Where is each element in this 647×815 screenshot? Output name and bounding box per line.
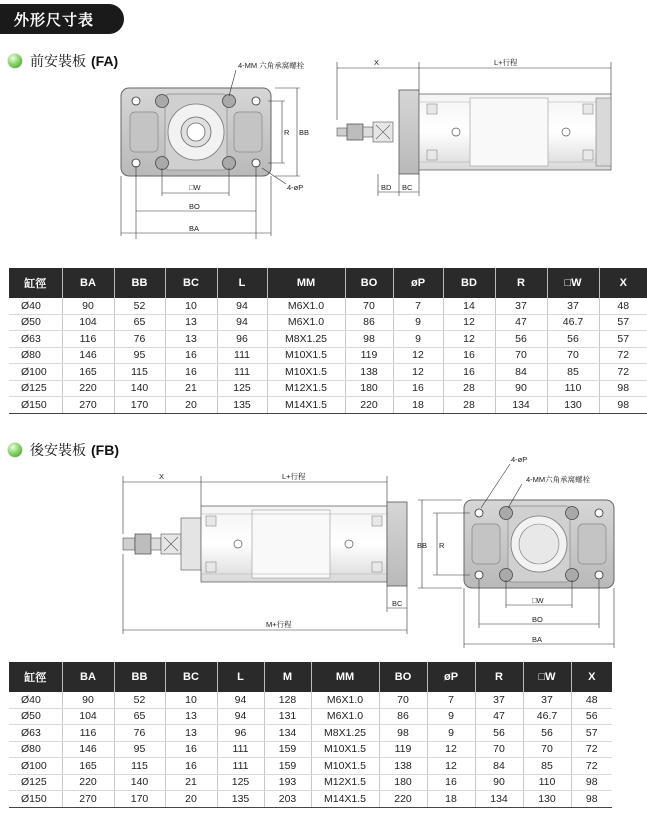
fa-x-label: X [374, 58, 380, 67]
fa-col-header: BC [165, 268, 217, 298]
table-row [9, 314, 647, 331]
table-cell: 128 [264, 692, 311, 708]
table-row [9, 708, 612, 725]
table-cell: 193 [264, 774, 311, 791]
table-cell: M10X1.5 [311, 741, 379, 758]
table-cell: M6X1.0 [267, 314, 345, 331]
table-cell: 138 [379, 758, 427, 775]
fb-col-header: BC [165, 662, 217, 692]
fa-table-header [9, 268, 647, 298]
fb-side-view [123, 502, 407, 586]
table-row [9, 692, 612, 708]
table-cell: 134 [264, 725, 311, 742]
table-cell: 134 [475, 791, 523, 808]
table-cell: 180 [379, 774, 427, 791]
table-cell: 111 [217, 758, 264, 775]
table-cell: 13 [165, 708, 217, 725]
fb-ba-label: BA [532, 635, 543, 644]
table-cell: 96 [217, 725, 264, 742]
table-cell: 96 [217, 331, 267, 348]
fa-front-plate [121, 88, 271, 176]
table-cell: 18 [427, 791, 475, 808]
table-cell: 98 [345, 331, 393, 348]
fa-col-header: BD [443, 268, 495, 298]
fb-spec-table [9, 662, 612, 808]
table-cell: 119 [345, 347, 393, 364]
table-cell: 180 [345, 380, 393, 397]
fb-col-header: □W [523, 662, 571, 692]
table-cell: 159 [264, 741, 311, 758]
table-row [9, 741, 612, 758]
fa-col-header: BB [114, 268, 165, 298]
table-cell: 16 [165, 364, 217, 381]
table-cell: 270 [62, 791, 114, 808]
table-cell: 98 [571, 791, 612, 808]
table-cell: 115 [114, 758, 165, 775]
fa-hole-label: 4-øP [287, 183, 304, 192]
table-cell: 7 [427, 692, 475, 708]
section-fb-name: 後安裝板 [30, 442, 86, 458]
table-cell: 70 [547, 347, 599, 364]
table-cell: 135 [217, 791, 264, 808]
fb-screw-label: 4-MM六角承窩螺栓 [526, 475, 591, 484]
table-cell: 52 [114, 298, 165, 314]
table-cell: 56 [475, 725, 523, 742]
table-row [9, 774, 612, 791]
table-cell: 12 [443, 331, 495, 348]
table-cell: 140 [114, 380, 165, 397]
fb-col-header: L [217, 662, 264, 692]
table-cell: Ø63 [9, 725, 62, 742]
table-cell: 90 [62, 692, 114, 708]
fa-w-label: □W [189, 183, 201, 192]
table-cell: 140 [114, 774, 165, 791]
table-cell: 70 [495, 347, 547, 364]
table-cell: 13 [165, 331, 217, 348]
fa-bo-label: BO [189, 202, 200, 211]
table-cell: 52 [114, 692, 165, 708]
fb-x-label: X [159, 472, 165, 481]
table-cell: 220 [62, 774, 114, 791]
table-cell: M10X1.5 [267, 347, 345, 364]
table-cell: 111 [217, 741, 264, 758]
fa-bb-label: BB [299, 128, 310, 137]
table-cell: 20 [165, 791, 217, 808]
fa-col-header: MM [267, 268, 345, 298]
table-cell: 21 [165, 774, 217, 791]
table-cell: 16 [443, 347, 495, 364]
table-cell: Ø50 [9, 708, 62, 725]
table-cell: 98 [571, 774, 612, 791]
table-cell: 37 [495, 298, 547, 314]
table-cell: 111 [217, 347, 267, 364]
table-cell: 72 [599, 347, 647, 364]
table-cell: 98 [379, 725, 427, 742]
table-row [9, 380, 647, 397]
table-cell: 94 [217, 314, 267, 331]
table-cell: 12 [427, 758, 475, 775]
table-cell: 16 [165, 741, 217, 758]
table-cell: Ø125 [9, 380, 62, 397]
fa-side-view [337, 90, 611, 174]
fb-stroke-label: L+行程 [282, 472, 306, 481]
table-cell: 85 [523, 758, 571, 775]
fb-rear-plate [464, 500, 614, 588]
table-cell: 94 [217, 692, 264, 708]
table-cell: 125 [217, 774, 264, 791]
fb-bb-label: BB [417, 541, 428, 550]
table-cell: 12 [393, 347, 443, 364]
table-cell: M12X1.5 [267, 380, 345, 397]
table-cell: 165 [62, 758, 114, 775]
table-cell: 12 [443, 314, 495, 331]
table-cell: 72 [599, 364, 647, 381]
table-row [9, 725, 612, 742]
table-cell: 116 [62, 331, 114, 348]
table-cell: 170 [114, 397, 165, 414]
table-cell: 72 [571, 741, 612, 758]
table-cell: 37 [523, 692, 571, 708]
table-cell: 86 [379, 708, 427, 725]
table-cell: 84 [475, 758, 523, 775]
table-cell: 47 [475, 708, 523, 725]
table-cell: 47 [495, 314, 547, 331]
fa-col-header: BO [345, 268, 393, 298]
table-cell: 170 [114, 791, 165, 808]
table-cell: 21 [165, 380, 217, 397]
table-cell: 76 [114, 331, 165, 348]
table-cell: 134 [495, 397, 547, 414]
table-cell: 125 [217, 380, 267, 397]
table-cell: M8X1.25 [311, 725, 379, 742]
table-cell: 95 [114, 347, 165, 364]
table-cell: 28 [443, 380, 495, 397]
table-cell: 12 [393, 364, 443, 381]
fa-bc-label: BC [402, 183, 413, 192]
section-fa-code: (FA) [91, 53, 119, 69]
table-cell: 220 [379, 791, 427, 808]
table-cell: 7 [393, 298, 443, 314]
fb-col-header: BB [114, 662, 165, 692]
table-cell: 220 [345, 397, 393, 414]
table-cell: 48 [571, 692, 612, 708]
table-cell: 115 [114, 364, 165, 381]
table-cell: 84 [495, 364, 547, 381]
table-cell: 65 [114, 708, 165, 725]
table-cell: M10X1.5 [311, 758, 379, 775]
table-cell: 111 [217, 364, 267, 381]
table-cell: M14X1.5 [267, 397, 345, 414]
table-cell: 46.7 [523, 708, 571, 725]
table-cell: 13 [165, 314, 217, 331]
table-cell: 138 [345, 364, 393, 381]
table-cell: 76 [114, 725, 165, 742]
table-cell: 90 [62, 298, 114, 314]
table-cell: 98 [599, 380, 647, 397]
fa-col-header: R [495, 268, 547, 298]
table-cell: 48 [599, 298, 647, 314]
table-row [9, 298, 647, 314]
table-cell: 146 [62, 741, 114, 758]
table-cell: 16 [165, 758, 217, 775]
table-cell: 16 [443, 364, 495, 381]
table-cell: 90 [495, 380, 547, 397]
fb-table-header [9, 662, 612, 692]
table-cell: 20 [165, 397, 217, 414]
table-cell: Ø150 [9, 397, 62, 414]
table-cell: 56 [571, 708, 612, 725]
table-cell: 146 [62, 347, 114, 364]
table-cell: 57 [599, 331, 647, 348]
table-cell: Ø80 [9, 741, 62, 758]
fb-col-header: R [475, 662, 523, 692]
table-cell: M6X1.0 [311, 708, 379, 725]
fb-col-header: BO [379, 662, 427, 692]
table-cell: 46.7 [547, 314, 599, 331]
table-cell: 57 [571, 725, 612, 742]
fb-hole-label: 4-øP [511, 455, 528, 464]
fa-screw-label: 4-MM 六角承窩螺栓 [238, 61, 305, 70]
table-cell: 70 [379, 692, 427, 708]
table-cell: M10X1.5 [267, 364, 345, 381]
table-cell: M12X1.5 [311, 774, 379, 791]
section-fb-code: (FB) [91, 442, 119, 458]
table-row [9, 347, 647, 364]
table-cell: 70 [523, 741, 571, 758]
fb-drawing [0, 450, 620, 650]
table-cell: 203 [264, 791, 311, 808]
table-cell: 116 [62, 725, 114, 742]
table-cell: 110 [523, 774, 571, 791]
fa-col-header: L [217, 268, 267, 298]
table-cell: Ø100 [9, 758, 62, 775]
table-cell: 86 [345, 314, 393, 331]
fb-w-label: □W [532, 596, 544, 605]
fb-col-header: BA [62, 662, 114, 692]
page-header [0, 4, 124, 34]
table-cell: Ø150 [9, 791, 62, 808]
fb-col-header: øP [427, 662, 475, 692]
table-cell: Ø80 [9, 347, 62, 364]
table-cell: M14X1.5 [311, 791, 379, 808]
fa-col-header: 缸徑 [9, 268, 62, 298]
fb-col-header: M [264, 662, 311, 692]
table-row [9, 364, 647, 381]
table-cell: 28 [443, 397, 495, 414]
table-cell: 98 [599, 397, 647, 414]
table-cell: Ø100 [9, 364, 62, 381]
table-cell: Ø50 [9, 314, 62, 331]
fa-stroke-label: L+行程 [494, 58, 518, 67]
table-cell: 70 [345, 298, 393, 314]
table-cell: 16 [393, 380, 443, 397]
table-cell: 135 [217, 397, 267, 414]
table-cell: 37 [475, 692, 523, 708]
table-cell: 9 [427, 708, 475, 725]
table-cell: Ø40 [9, 298, 62, 314]
fa-col-header: øP [393, 268, 443, 298]
table-cell: 110 [547, 380, 599, 397]
table-cell: M6X1.0 [267, 298, 345, 314]
table-cell: 85 [547, 364, 599, 381]
table-cell: 56 [495, 331, 547, 348]
fb-bc-label: BC [392, 599, 403, 608]
table-cell: 56 [547, 331, 599, 348]
fa-r-label: R [284, 128, 290, 137]
table-cell: Ø63 [9, 331, 62, 348]
table-cell: 57 [599, 314, 647, 331]
table-cell: 131 [264, 708, 311, 725]
fb-bo-label: BO [532, 615, 543, 624]
table-cell: 65 [114, 314, 165, 331]
table-cell: 104 [62, 314, 114, 331]
fb-col-header: MM [311, 662, 379, 692]
table-cell: M6X1.0 [311, 692, 379, 708]
fa-col-header: X [599, 268, 647, 298]
fa-ba-label: BA [189, 224, 200, 233]
table-cell: 9 [427, 725, 475, 742]
table-row [9, 758, 612, 775]
table-cell: Ø125 [9, 774, 62, 791]
table-row [9, 397, 647, 414]
table-cell: 10 [165, 298, 217, 314]
table-cell: M8X1.25 [267, 331, 345, 348]
table-cell: 119 [379, 741, 427, 758]
table-cell: 70 [475, 741, 523, 758]
fb-m-stroke-label: M+行程 [266, 620, 292, 629]
table-cell: 56 [523, 725, 571, 742]
table-cell: 95 [114, 741, 165, 758]
table-cell: 90 [475, 774, 523, 791]
table-cell: 130 [523, 791, 571, 808]
fb-col-header: 缸徑 [9, 662, 62, 692]
table-cell: 130 [547, 397, 599, 414]
table-cell: 12 [427, 741, 475, 758]
table-cell: Ø40 [9, 692, 62, 708]
table-cell: 16 [165, 347, 217, 364]
fa-spec-table [9, 268, 647, 414]
fa-col-header: □W [547, 268, 599, 298]
table-cell: 94 [217, 708, 264, 725]
fa-bd-label: BD [381, 183, 392, 192]
table-cell: 37 [547, 298, 599, 314]
table-cell: 9 [393, 331, 443, 348]
table-row [9, 791, 612, 808]
fb-r-label: R [439, 541, 445, 550]
fb-col-header: X [571, 662, 612, 692]
fa-drawing [0, 56, 620, 256]
table-cell: 270 [62, 397, 114, 414]
table-cell: 16 [427, 774, 475, 791]
table-row [9, 331, 647, 348]
section-fa-name: 前安裝板 [30, 53, 86, 69]
page-title: 外形尺寸表 [14, 11, 95, 29]
table-cell: 18 [393, 397, 443, 414]
table-cell: 104 [62, 708, 114, 725]
table-cell: 72 [571, 758, 612, 775]
fa-col-header: BA [62, 268, 114, 298]
table-cell: 14 [443, 298, 495, 314]
table-cell: 159 [264, 758, 311, 775]
table-cell: 165 [62, 364, 114, 381]
table-cell: 10 [165, 692, 217, 708]
table-cell: 94 [217, 298, 267, 314]
table-cell: 9 [393, 314, 443, 331]
table-cell: 13 [165, 725, 217, 742]
table-cell: 220 [62, 380, 114, 397]
